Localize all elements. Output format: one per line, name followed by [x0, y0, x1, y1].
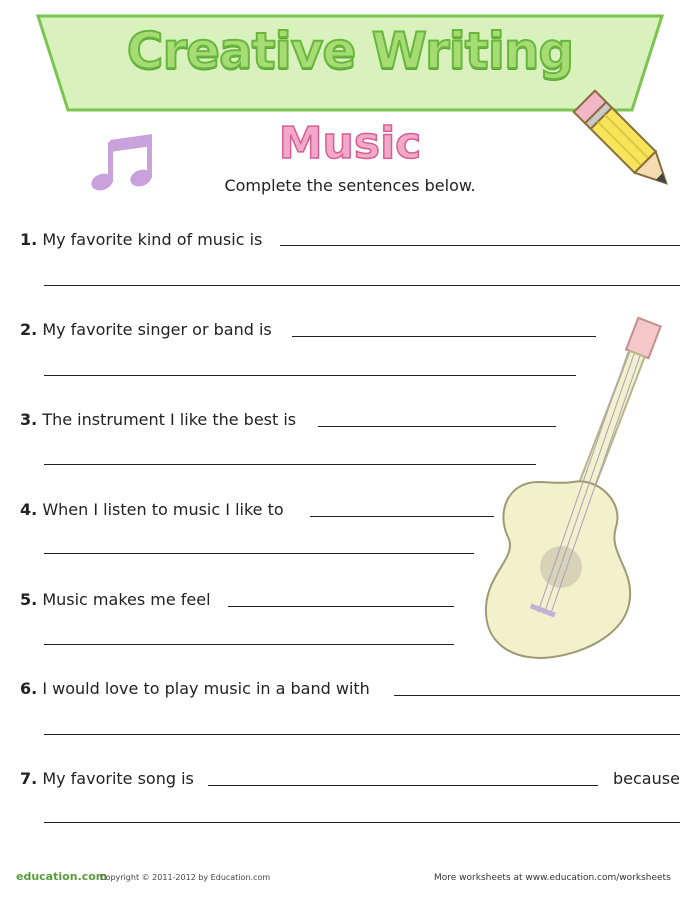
- question-4: [20, 500, 284, 519]
- question-number: 6.: [20, 679, 38, 698]
- answer-line[interactable]: [318, 426, 556, 427]
- question-number: 7.: [20, 769, 38, 788]
- question-7: [20, 769, 194, 788]
- answer-line[interactable]: [208, 785, 598, 786]
- question-5: [20, 590, 211, 609]
- question-text: Music makes me feel: [42, 590, 211, 609]
- answer-line[interactable]: [280, 245, 680, 246]
- question-text: I would love to play music in a band with: [42, 679, 370, 698]
- education-logo: education.com: [16, 870, 108, 883]
- answer-line[interactable]: [310, 516, 494, 517]
- question-3: [20, 410, 296, 429]
- question-text: My favorite kind of music is: [42, 230, 263, 249]
- question-1: [20, 230, 262, 249]
- answer-line[interactable]: [44, 285, 680, 286]
- question-number: 4.: [20, 500, 38, 519]
- worksheet-subtitle: Music: [278, 118, 422, 169]
- because-label: because: [613, 769, 680, 788]
- worksheet-title: Creative Writing: [126, 22, 574, 80]
- instructions-text: Complete the sentences below.: [224, 176, 476, 195]
- question-6: [20, 679, 370, 698]
- question-text: When I listen to music I like to: [42, 500, 284, 519]
- answer-line[interactable]: [44, 822, 680, 823]
- answer-line[interactable]: [228, 606, 454, 607]
- answer-line[interactable]: [44, 375, 576, 376]
- question-text: The instrument I like the best is: [42, 410, 297, 429]
- answer-line[interactable]: [44, 553, 474, 554]
- answer-line[interactable]: [292, 336, 596, 337]
- question-number: 5.: [20, 590, 38, 609]
- answer-line[interactable]: [44, 644, 454, 645]
- guitar-icon: [478, 312, 688, 664]
- more-worksheets-link[interactable]: More worksheets at www.education.com/worksheets: [434, 873, 671, 883]
- answer-line[interactable]: [44, 734, 680, 735]
- question-number: 1.: [20, 230, 38, 249]
- answer-line[interactable]: [44, 464, 536, 465]
- question-number: 2.: [20, 320, 38, 339]
- question-text: My favorite song is: [42, 769, 194, 788]
- copyright-text: Copyright © 2011-2012 by Education.com: [100, 873, 271, 882]
- question-number: 3.: [20, 410, 38, 429]
- question-text: My favorite singer or band is: [42, 320, 272, 339]
- question-2: [20, 320, 272, 339]
- answer-line[interactable]: [394, 695, 680, 696]
